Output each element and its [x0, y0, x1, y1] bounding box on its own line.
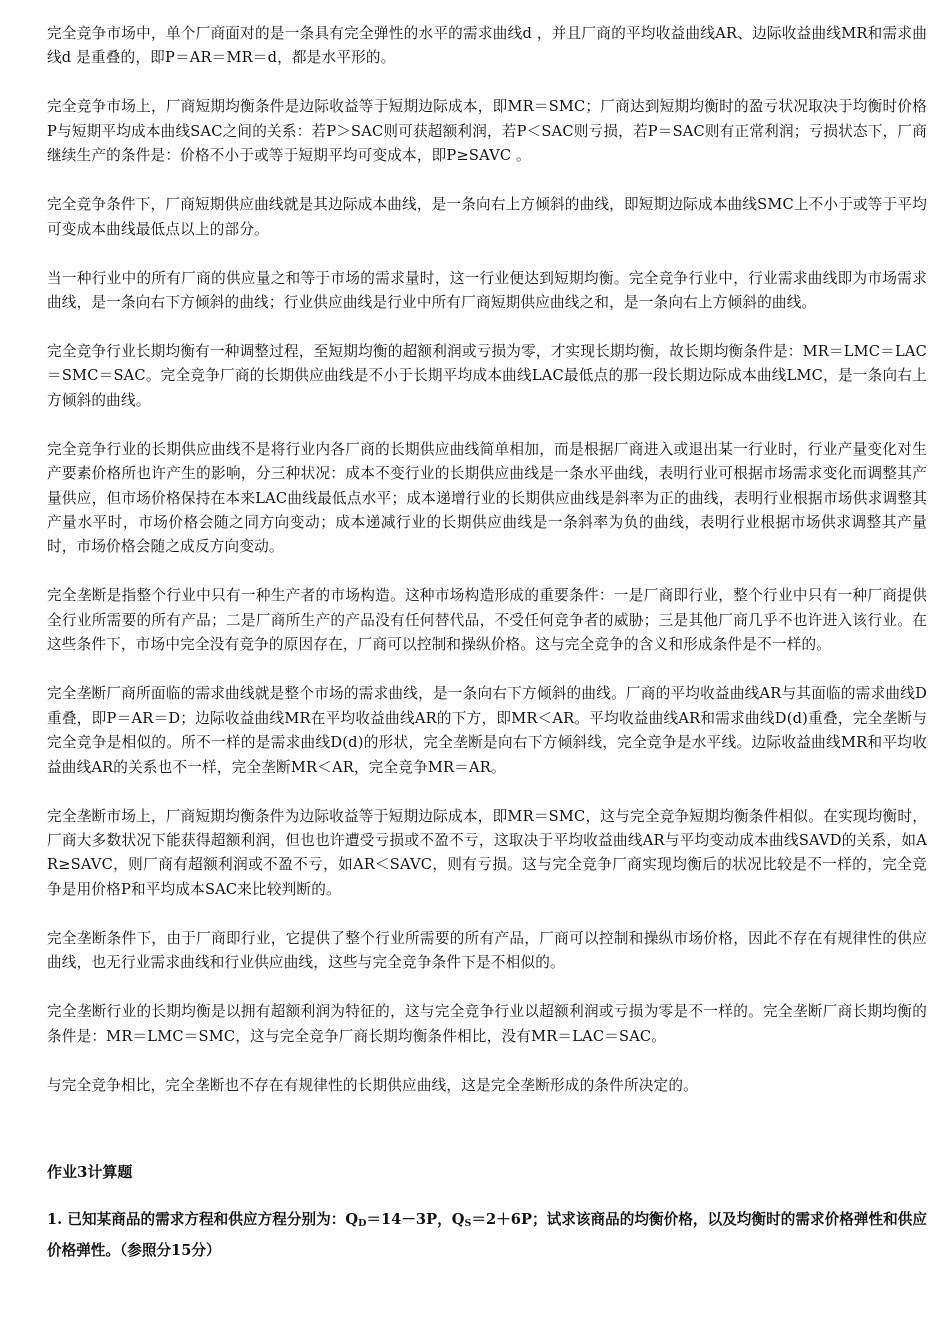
paragraph-1: 完全竞争市场中，单个厂商面对的是一条具有完全弹性的水平的需求曲线d ，并且厂商的平均收益曲线AR、边际收益曲线MR和需求曲线d 是重叠的，即P＝AR＝MR＝d，都是水平形的。 — [47, 25, 927, 67]
paragraph-5: 完全竞争行业长期均衡有一种调整过程，至短期均衡的超额利润或亏损为零，才实现长期均衡，故长期均衡条件是：MR＝LMC＝LAC＝SMC＝SAC。完全竞争厂商的长期供应曲线是不小于长期平均成本曲线LAC最低点的那一段长期边际成本曲线LMC，是一条向右上方倾斜的曲线。 — [47, 343, 927, 409]
paragraph-9: 完全垄断市场上，厂商短期均衡条件为边际收益等于短期边际成本，即MR＝SMC，这与完全竞争短期均衡条件相似。在实现均衡时，厂商大多数状况下能获得超额利润，但也也许遭受亏损或不盈不亏，这取决于平均收益曲线AR与平均变动成本曲线SAVD的关系，如AR≥SAVC，则厂商有超额利润或不盈不亏，如AR＜SAVC，则有亏损。这与完全竞争厂商实现均衡后的状况比较是不一样的，完全竞争是用价格P和平均成本SAC来比较判断的。 — [47, 807, 927, 898]
section-title: 作业3计算题 — [47, 1162, 133, 1181]
paragraph-12: 与完全竞争相比，完全垄断也不存在有规律性的长期供应曲线，这是完全垄断形成的条件所决定的。 — [47, 1076, 698, 1094]
question-text-part3: ＝2＋6P；试求该商品的均衡价格，以及均衡时的需求价格弹性和供应价格弹性。（参照分15分） — [47, 1210, 927, 1259]
paragraph-4: 当一种行业中的所有厂商的供应量之和等于市场的需求量时，这一行业便达到短期均衡。完全竞争行业中，行业需求曲线即为市场需求曲线，是一条向右下方倾斜的曲线；行业供应曲线是行业中所有厂商短期供应曲线之和，是一条向右上方倾斜的曲线。 — [47, 269, 927, 312]
paragraph-11: 完全垄断行业的长期均衡是以拥有超额利润为特征的，这与完全竞争行业以超额利润或亏损为零是不一样的。完全垄断厂商长期均衡的条件是：MR＝LMC＝SMC，这与完全竞争厂商长期均衡条件相比，没有MR＝LAC＝SAC。 — [47, 1003, 927, 1045]
paragraph-7: 完全垄断是指整个行业中只有一种生产者的市场构造。这种市场构造形成的重要条件：一是厂商即行业，整个行业中只有一种厂商提供全行业所需要的所有产品；二是厂商所生产的产品没有任何替代品，不受任何竞争者的威胁；三是其他厂商几乎不也许进入该行业。在这些条件下，市场中完全没有竞争的原因存在，厂商可以控制和操纵价格。这与完全竞争的含义和形成条件是不一样的。 — [47, 587, 927, 654]
question-subscript-d: D — [358, 1217, 367, 1229]
paragraph-10: 完全垄断条件下，由于厂商即行业，它提供了整个行业所需要的所有产品，厂商可以控制和操纵市场价格，因此不存在有规律性的供应曲线，也无行业需求曲线和行业供应曲线，这些与完全竞争条件下是不相似的。 — [47, 929, 927, 972]
paragraph-6: 完全竞争行业的长期供应曲线不是将行业内各厂商的长期供应曲线简单相加，而是根据厂商进入或退出某一行业时，行业产量变化对生产要素价格所也许产生的影响，分三种状况：成本不变行业的长期供应曲线是一条水平曲线，表明行业可根据市场需求变化而调整其产量供应，但市场价格保持在本来LAC曲线最低点水平；成本递增行业的长期供应曲线是斜率为正的曲线，表明行业根据市场供求调整其产量水平时，市场价格会随之同方向变动；成本递减行业的长期供应曲线是一条斜率为负的曲线，表明行业根据市场供求调整其产量时，市场价格会随之成反方向变动。 — [47, 440, 927, 556]
question-1 — [47, 1206, 927, 1264]
document-page — [47, 22, 927, 1264]
question-subscript-s: S — [464, 1217, 472, 1229]
paragraph-2: 完全竞争市场上，厂商短期均衡条件是边际收益等于短期边际成本，即MR＝SMC；厂商达到短期均衡时的盈亏状况取决于均衡时价格P与短期平均成本曲线SAC之间的关系：若P＞SAC则可获超额利润，若P＜SAC则亏损，若P＝SAC则有正常利润；亏损状态下，厂商继续生产的条件是：价格不小于或等于短期平均可变成本，即P≥SAVC 。 — [47, 98, 927, 165]
paragraph-8: 完全垄断厂商所面临的需求曲线就是整个市场的需求曲线，是一条向右下方倾斜的曲线。厂商的平均收益曲线AR与其面临的需求曲线D重叠，即P＝AR＝D；边际收益曲线MR在平均收益曲线AR的下方，即MR＜AR。平均收益曲线AR和需求曲线D(d)重叠，完全垄断与完全竞争是相似的。所不一样的是需求曲线D(d)的形状，完全垄断是向右下方倾斜线，完全竞争是水平线。边际收益曲线MR和平均收益曲线AR的关系也不一样，完全垄断MR＜AR，完全竞争MR＝AR。 — [47, 685, 927, 776]
question-text-part2: ＝14－3P，Q — [366, 1210, 465, 1228]
paragraph-3: 完全竞争条件下，厂商短期供应曲线就是其边际成本曲线，是一条向右上方倾斜的曲线，即短期边际成本曲线SMC上不小于或等于平均可变成本曲线最低点以上的部分。 — [47, 196, 927, 238]
question-text-part1: 1. 已知某商品的需求方程和供应方程分别为：Q — [47, 1210, 359, 1228]
